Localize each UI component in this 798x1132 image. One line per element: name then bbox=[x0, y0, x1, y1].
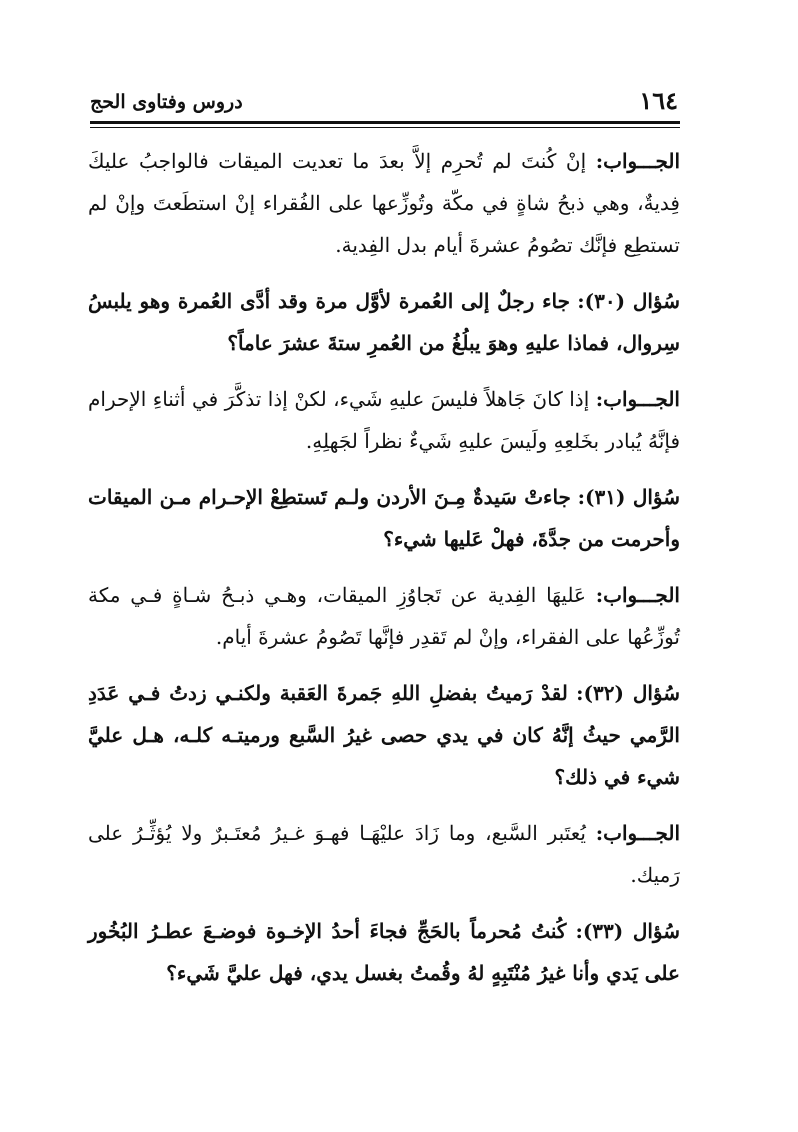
answer-paragraph bbox=[88, 140, 680, 266]
question-label: سُؤال (٣٠): bbox=[577, 289, 681, 313]
question-text: لقدْ رَميتُ بفضلِ اللهِ جَمرةَ العَقبة ولكنـي زدتُ فـي عَدَدِ الرَّمي حيثُ إنَّهُ كان في يدي حصى غيرُ السَّبع ورميتـه كلـه، هـل عليَّ شيء في ذلك؟ bbox=[88, 681, 680, 789]
answer-text: يُعتَبر السَّبع، وما زَادَ عليْهَـا فهـوَ غـيرُ مُعتَـبرٌ ولا يُؤثِّـرُ على رَميك. bbox=[88, 821, 680, 887]
question-block bbox=[88, 672, 680, 798]
question-paragraph bbox=[88, 910, 680, 994]
answer-text: عَليهَا الفِدية عن تَجاوُزِ الميقات، وهـي ذبـحُ شـاةٍ فـي مكة تُوزِّعُها على الفقراء، وإنْ لم تَقدِر فإنَّها تَصُومُ عشرةَ أيام. bbox=[88, 583, 680, 649]
answer-label: الجـــواب: bbox=[595, 583, 680, 607]
running-title: دروس وفتاوى الحج bbox=[90, 91, 243, 113]
header-rule-thin bbox=[90, 127, 680, 128]
question-paragraph bbox=[88, 476, 680, 560]
answer-paragraph bbox=[88, 812, 680, 896]
question-label: سُؤال (٣٣): bbox=[575, 919, 681, 943]
question-paragraph bbox=[88, 280, 680, 364]
question-text: جاء رجلٌ إلى العُمرة لأوَّل مرة وقد أدَّى العُمرة وهو يلبسُ سِروال، فماذا عليهِ وهوَ يبلُغُ من العُمرِ ستةَ عشرَ عاماً؟ bbox=[88, 289, 680, 355]
answer-block bbox=[88, 140, 680, 266]
answer-text: إذا كانَ جَاهلاً فليسَ عليهِ شَيء، لكنْ إذا تذكَّرَ في أثناءِ الإحرام فإنَّهُ يُبادر بخَلعِهِ ولَيسَ عليهِ شَيءٌ نظراً لجَهلِهِ. bbox=[88, 387, 680, 453]
page-body bbox=[88, 140, 680, 1008]
page-number: ١٦٤ bbox=[639, 86, 678, 115]
answer-paragraph bbox=[88, 378, 680, 462]
question-block bbox=[88, 476, 680, 560]
answer-text: إنْ كُنتَ لم تُحرِم إلاَّ بعدَ ما تعديت الميقات فالواجبُ عليكَ فِديةٌ، وهي ذبحُ شاةٍ في مكّة وتُوزِّعها على الفُقراء إنْ استطَعتَ وإنْ لم تستطِع فإنَّك تصُومُ عشرةَ أيام بدل الفِدية. bbox=[88, 149, 680, 257]
question-block bbox=[88, 910, 680, 994]
answer-label: الجـــواب: bbox=[595, 387, 680, 411]
header-rule bbox=[90, 121, 680, 124]
question-text: جاءتْ سَيدةٌ مِـنَ الأردن ولـم تَستطِعْ الإحـرام مـن الميقات وأحرمت من جدَّةَ، فهلْ عَليها شيء؟ bbox=[88, 485, 680, 551]
question-label: سُؤال (٣٢): bbox=[576, 681, 680, 705]
question-block bbox=[88, 280, 680, 364]
page-header bbox=[90, 86, 678, 118]
question-label: سُؤال (٣١): bbox=[577, 485, 681, 509]
answer-block bbox=[88, 574, 680, 658]
answer-paragraph bbox=[88, 574, 680, 658]
answer-label: الجـــواب: bbox=[595, 149, 681, 173]
question-text: كُنتُ مُحرماً بالحَجِّ فجاءَ أحدُ الإخـوة فوضـعَ عطـرُ البُخُور على يَدي وأنا غيرُ مُنْتَبِهٍ لهُ وقُمتُ بغسل يدي، فهل عليَّ شَيء؟ bbox=[88, 919, 680, 985]
answer-label: الجـــواب: bbox=[595, 821, 681, 845]
answer-block bbox=[88, 812, 680, 896]
question-paragraph bbox=[88, 672, 680, 798]
answer-block bbox=[88, 378, 680, 462]
